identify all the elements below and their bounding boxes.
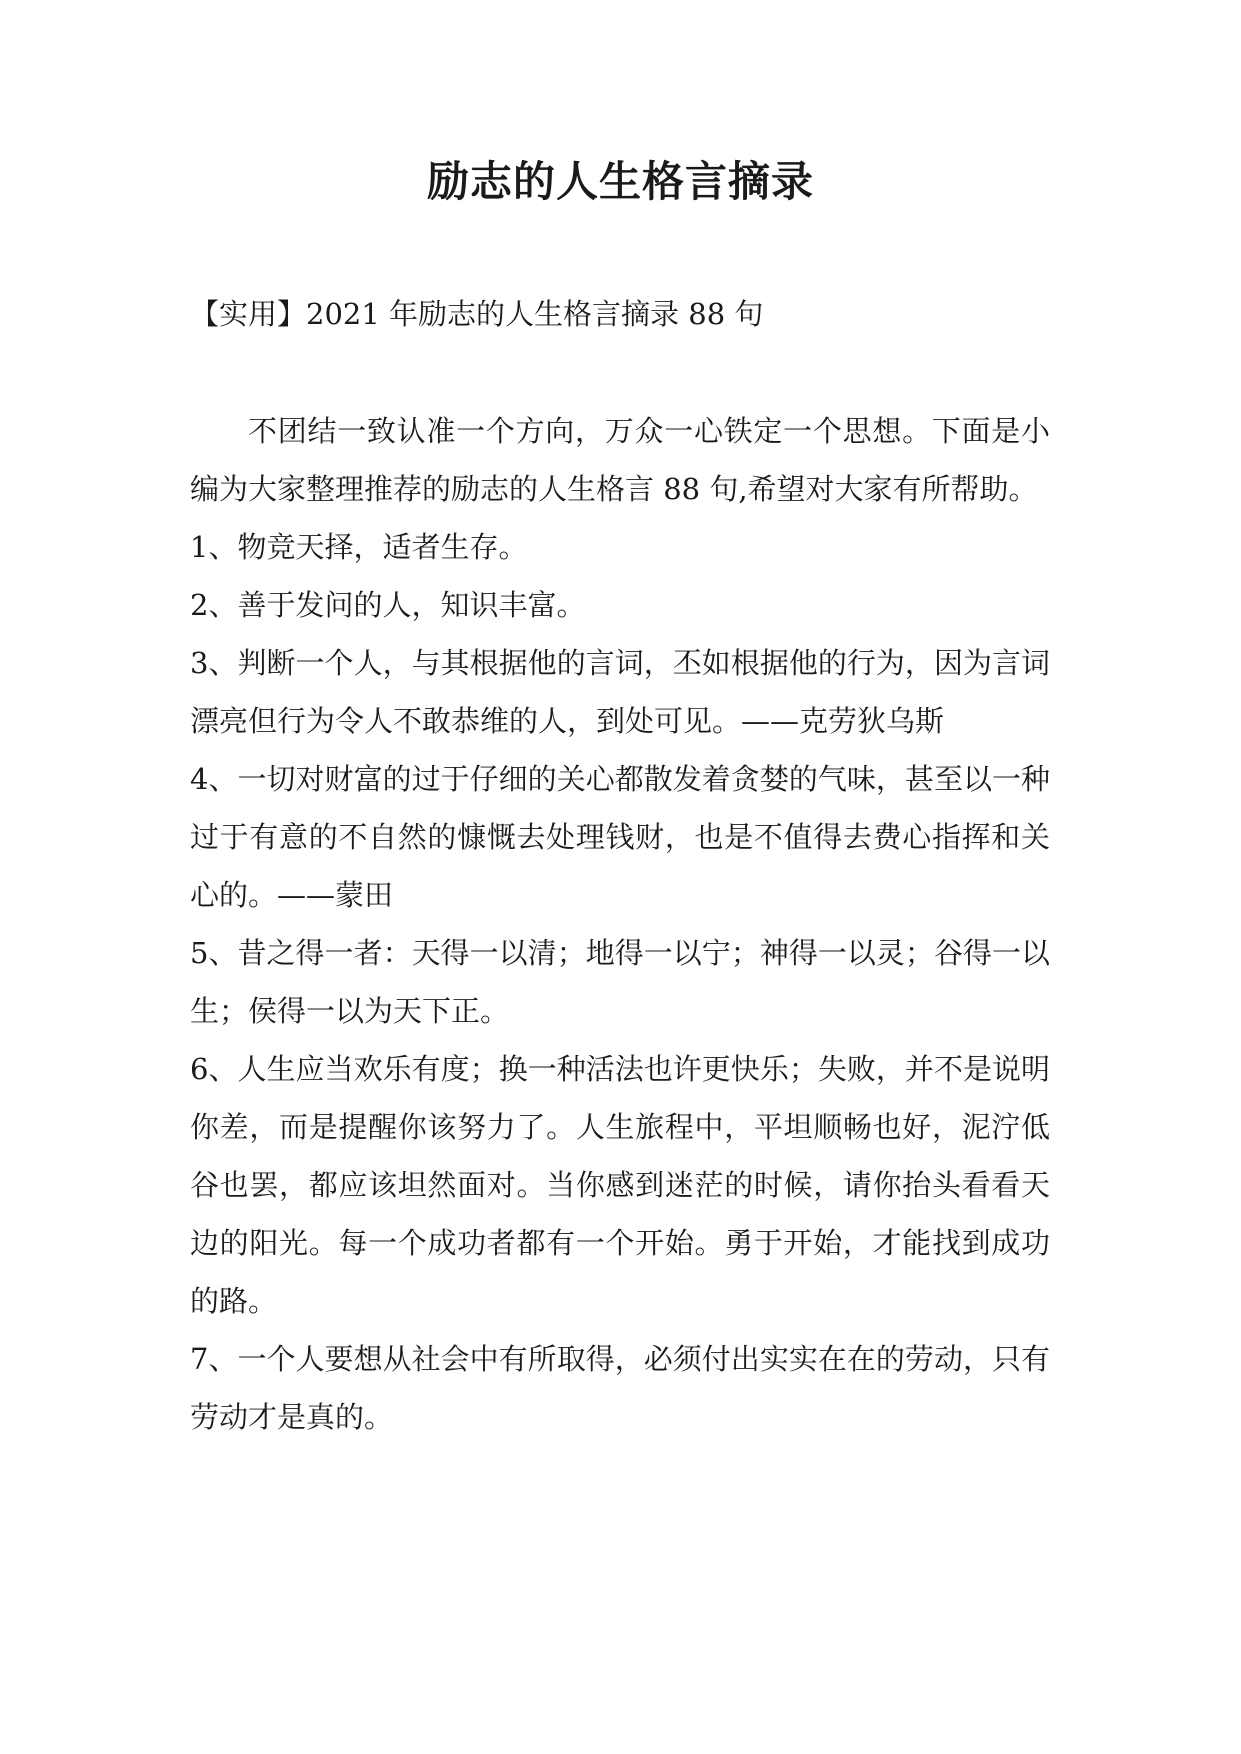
quote-item-5: 5、昔之得一者：天得一以清；地得一以宁；神得一以灵；谷得一以生；侯得一以为天下正。	[190, 936, 1050, 1028]
quote-item-4: 4、一切对财富的过于仔细的关心都散发着贪婪的气味，甚至以一种过于有意的不自然的慷慨去处理钱财，也是不值得去费心指挥和关心的。——蒙田	[190, 762, 1050, 912]
quote-item-7: 7、一个人要想从社会中有所取得，必须付出实实在在的劳动，只有劳动才是真的。	[190, 1342, 1050, 1434]
quote-item-2: 2、善于发问的人，知识丰富。	[190, 588, 586, 622]
document-title: 励志的人生格言摘录	[426, 157, 814, 206]
document-body	[190, 402, 1050, 1446]
quote-item-6: 6、人生应当欢乐有度；换一种活法也许更快乐；失败，并不是说明你差，而是提醒你该努力了。人生旅程中，平坦顺畅也好，泥泞低谷也罢，都应该坦然面对。当你感到迷茫的时候，请你抬头看看天边的阳光。每一个成功者都有一个开始。勇于开始，才能找到成功的路。	[190, 1052, 1050, 1318]
quote-item-3: 3、判断一个人，与其根据他的言词，丕如根据他的行为，因为言词漂亮但行为令人不敢恭维的人，到处可见。——克劳狄乌斯	[190, 646, 1050, 738]
intro-paragraph: 不团结一致认准一个方向，万众一心铁定一个思想。下面是小编为大家整理推荐的励志的人生格言 88 句,希望对大家有所帮助。	[190, 414, 1050, 506]
quote-item-1: 1、物竞天择，适者生存。	[190, 530, 528, 564]
document-subtitle: 【实用】2021 年励志的人生格言摘录 88 句	[190, 297, 764, 331]
